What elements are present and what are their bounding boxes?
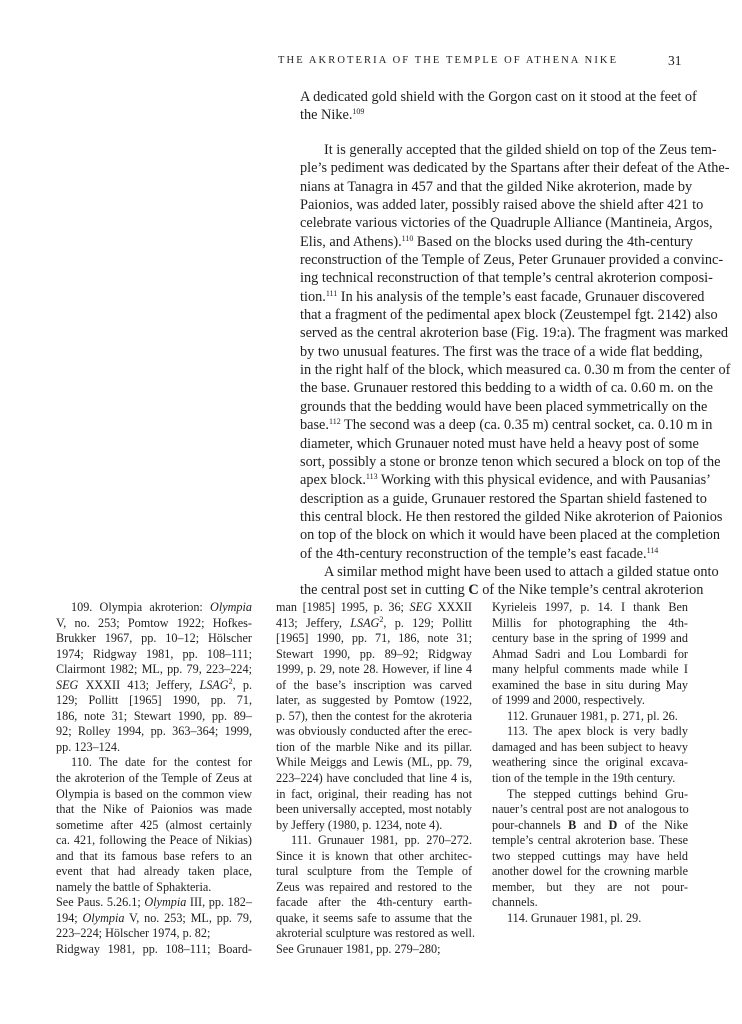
paragraph — [276, 141, 731, 563]
text-line: the base. Grunauer restored this bedding to a width of ca. 0.60 m. on the — [300, 380, 713, 397]
footnote-text: 413; Jeffery, — [276, 615, 351, 630]
text-span: Working with this physical evidence, and with Pausanias’ — [377, 472, 711, 489]
text-line: grounds that the bedding would have been placed symmetrically on the — [300, 398, 708, 415]
footnote-line: nauer’s central post are not analogous to — [492, 802, 689, 817]
footnote-line: Stewart 1990, pp. 89–92; Ridgway — [276, 646, 472, 661]
footnote-line: Olympia is based on the common view — [56, 786, 252, 801]
text-line: It is generally accepted that the gilded shield on top of the Zeus tem- — [324, 142, 717, 158]
footnote-line: 92; Rolley 1994, pp. 363–364; 1999, — [56, 724, 252, 739]
footnote-line: the akroterion of the Temple of Zeus at — [56, 771, 252, 786]
text-line — [276, 233, 693, 251]
text-line: sort, possibly a stone or bronze tenon which secured a block on top of the — [300, 453, 721, 470]
footnote-text: , p. 129; Pollitt — [383, 615, 472, 630]
footnote-text: SEG — [409, 600, 432, 614]
footnote-line: of the base’s inscription was carved — [276, 677, 472, 692]
text-span: Based on the blocks used during the 4th-century — [413, 233, 693, 250]
footnote-line: Clairmont 1982; ML, pp. 79, 223–224; — [56, 662, 252, 677]
running-head: THE AKROTERIA OF THE TEMPLE OF ATHENA NIKE — [278, 55, 619, 66]
footnote-text: B — [568, 817, 577, 832]
quote-line: A dedicated gold shield with the Gorgon cast on it stood at the feet of — [300, 89, 697, 105]
footnote-line: See Grunauer 1981, pp. 279–280; — [276, 942, 441, 957]
footnote-line — [56, 600, 252, 616]
text-line: that a fragment of the pedimental apex block (Zeustempel fgt. 2142) also — [300, 307, 718, 324]
text-line — [276, 416, 713, 434]
footnote-line: Since it is known that other architec- — [276, 848, 472, 863]
footnote-line: member, but they are not pour- — [492, 879, 688, 894]
footnote-110 — [56, 755, 252, 957]
footnote-line: tural sculpture from the Temple of — [276, 864, 472, 879]
footnote-line: been universally accepted, most notably — [276, 802, 472, 817]
footnote-line: century base in the spring of 1999 and — [492, 631, 688, 646]
footnote-line: quake, it seems safe to assume that the — [276, 910, 472, 925]
text-line: ple’s pediment was dedicated by the Spartans after their defeat of the Athe- — [300, 160, 730, 177]
cutting-label: C — [468, 582, 479, 599]
footnote-line: namely the battle of Sphakteria. — [56, 879, 212, 894]
footnote-line: that the Nike of Paionios was made — [56, 802, 252, 817]
footnote-text: XXXII 413; Jeffery, — [78, 677, 200, 692]
footnote-line: ca. 421, following the Peace of Nikias) — [56, 833, 252, 848]
footnote-text: LSAG — [350, 615, 380, 630]
text-line: diameter, which Grunauer noted must have held a heavy post of some — [300, 435, 699, 452]
text-span: the Nike. — [300, 107, 353, 124]
footnote-text: V, no. 253; ML, pp. 79, — [124, 910, 252, 925]
footnote-text: pour-channels — [492, 817, 569, 832]
footnote-line: While Meiggs and Lewis (ML, pp. 79, — [276, 755, 472, 770]
footnote-line: in fact, original, their reading has not — [276, 786, 472, 801]
footnote-line — [56, 895, 252, 911]
footnote-line: The stepped cuttings behind Gru- — [507, 786, 688, 801]
text-line: ing technical reconstruction of that temple’s central akroterion composi- — [300, 270, 713, 287]
block-quote — [300, 88, 697, 125]
footnote-line — [276, 600, 472, 616]
footnote-text: LSAG — [199, 677, 229, 692]
footnote-line: tion of the temple in the 19th century. — [492, 771, 676, 786]
footnote-line: damaged and has been subject to heavy — [492, 739, 688, 754]
footnote-line: V, no. 253; Pomtow 1922; Hofkes- — [56, 615, 252, 630]
footnote-line — [56, 911, 252, 927]
footnote-text: III, pp. 182– — [186, 895, 252, 910]
footnote-text: See Paus. 5.26.1; — [56, 895, 145, 910]
footnote-text: , p. — [232, 677, 253, 692]
footnote-ref: 112 — [328, 417, 341, 427]
footnote-111 — [276, 833, 475, 957]
footnote-line: was obviously conducted after the erec- — [276, 724, 472, 739]
footnote-line: 113. The apex block is very badly — [507, 724, 688, 739]
footnote-line: Ahmad Sadri and Lou Lombardi for — [492, 646, 688, 661]
text-line — [276, 288, 705, 306]
text-span: of the Nike temple’s central akroterion — [478, 582, 704, 599]
footnote-ref: 113 — [365, 472, 378, 482]
footnote-line: 110. The date for the contest for — [71, 755, 252, 770]
footnote-line: facade after the 4th-century earth- — [276, 895, 472, 910]
footnote-line — [276, 616, 472, 632]
footnote-line: examined the base in situ during May — [492, 677, 688, 692]
text-span: base. — [300, 417, 329, 434]
footnote-text: Olympia — [210, 600, 252, 614]
footnote-line — [56, 678, 252, 694]
footnote-ref: 109 — [352, 107, 365, 117]
footnote-line: later, as suggested by Pomtow (1922, — [276, 693, 472, 708]
footnote-text: man [1985] 1995, p. 36; — [276, 600, 410, 614]
footnote-text: 194; — [56, 910, 83, 925]
footnote-line: 111. Grunauer 1981, pp. 270–272. — [291, 833, 472, 848]
footnote-line — [492, 818, 688, 834]
footnote-line: 223–224) have concluded that line 4 is, — [276, 771, 472, 786]
footnote-line: 223–224; Hölscher 1974, p. 82; — [56, 926, 211, 941]
footnote-109 — [56, 600, 252, 755]
footnote-112 — [492, 709, 688, 725]
text-line — [276, 471, 711, 489]
text-span: the central post set in cutting — [300, 582, 469, 599]
footnote-line: 129; Pollitt [1965] 1990, pp. 71, — [56, 693, 252, 708]
footnote-text: 109. Olympia akroterion: — [71, 600, 211, 614]
footnotes-column-3 — [492, 600, 688, 926]
footnote-line: of 1999 and 2000, respectively. — [492, 693, 645, 708]
text-span: apex block. — [300, 472, 366, 489]
footnote-line: event that had already taken place, — [56, 864, 252, 879]
text-span: Elis, and Athens). — [300, 233, 402, 250]
footnote-line: Brukker 1967, pp. 10–12; Hölscher — [56, 631, 252, 646]
footnote-line: two stepped cuttings may have held — [492, 848, 688, 863]
text-span: of the 4th-century reconstruction of the temple’s east facade. — [300, 545, 647, 562]
footnote-line: p. 57), then the contest for the akroteria — [276, 708, 472, 723]
footnote-line: temple’s central akroterion base. These — [492, 833, 688, 848]
footnote-text: and — [576, 817, 609, 832]
footnote-line: Ridgway 1981, pp. 108–111; Board- — [56, 942, 252, 957]
page-number: 31 — [668, 53, 682, 68]
footnote-text: of the Nike — [617, 817, 688, 832]
footnote-line: tion of the marble Nike and its pillar. — [276, 739, 472, 754]
text-line: nians at Tanagra in 457 and that the gilded Nike akroterion, made by — [300, 178, 693, 195]
footnote-line: by Jeffery (1980, p. 1234, note 4). — [276, 817, 443, 832]
quote-line — [300, 106, 688, 124]
text-line: A similar method might have been used to attach a gilded statue onto — [324, 563, 719, 580]
text-line — [276, 545, 687, 563]
footnote-line: and that its famous base refers to an — [56, 848, 252, 863]
text-line: Paionios, was added later, possibly raised above the shield after 421 to — [300, 197, 704, 214]
footnote-ref: 114 — [646, 545, 659, 555]
footnotes-column-2 — [276, 600, 475, 958]
text-line — [276, 581, 704, 599]
text-line: reconstruction of the Temple of Zeus, Peter Grunauer provided a convinc- — [300, 252, 724, 269]
text-line: in the right half of the block, which measured ca. 0.30 m from the center of — [300, 362, 731, 379]
text-span: In his analysis of the temple’s east facade, Grunauer discovered — [337, 288, 705, 305]
footnote-line: many helpful comments made while I — [492, 662, 688, 677]
paragraph — [276, 563, 719, 600]
text-line: served as the central akroterion base (Fig. 19:a). The fragment was marked — [300, 325, 729, 342]
footnote-text: XXXII — [431, 600, 472, 614]
body-text — [276, 141, 731, 600]
footnote-text: 2 — [228, 676, 233, 686]
text-line: description as a guide, Grunauer restored the Spartan shield fastened to — [300, 490, 707, 507]
footnote-text: SEG — [56, 677, 79, 692]
footnote-line: 186, note 31; Stewart 1990, pp. 89– — [56, 708, 252, 723]
footnote-text: D — [608, 817, 618, 832]
footnote-text: Olympia — [144, 895, 187, 910]
footnote-line: [1965] 1990, pp. 71, 186, note 31; — [276, 631, 472, 646]
footnote-line: another dowel for the crowning marble — [492, 864, 688, 879]
text-span: The second was a deep (ca. 0.35 m) central socket, ca. 0.10 m in — [340, 417, 713, 434]
text-line: by two unusual features. The first was the trace of a wide flat bedding, — [300, 343, 703, 360]
text-line: this central block. He then restored the gilded Nike akroterion of Paionios — [300, 508, 723, 525]
footnote-ref: 111 — [325, 288, 338, 298]
text-line: celebrate various victories of the Quadruple Alliance (Mantineia, Argos, — [300, 215, 713, 232]
footnote-line: Millis for photographing the 4th- — [492, 615, 688, 630]
footnote-111-cont — [492, 600, 688, 709]
footnote-line: sometime after 425 (almost certainly — [56, 817, 252, 832]
footnote-line: 114. Grunauer 1981, pl. 29. — [507, 910, 642, 925]
footnote-110-cont — [276, 600, 472, 833]
footnote-text: Olympia — [82, 910, 125, 925]
footnote-114 — [492, 911, 688, 927]
footnote-line: Zeus was repaired and restored to the — [276, 879, 472, 894]
text-line: on top of the block on which it would have been placed at the completion — [300, 527, 721, 544]
footnote-line: 1999, p. 29, note 28. However, if line 4 — [276, 662, 472, 677]
footnote-line: 112. Grunauer 1981, p. 271, pl. 26. — [507, 708, 678, 723]
footnotes-column-1 — [56, 600, 252, 958]
footnote-line: 1974; Ridgway 1981, pp. 108–111; — [56, 646, 252, 661]
footnote-line: akroterial sculpture was restored as well. — [276, 926, 475, 941]
footnote-line: Kyrieleis 1997, p. 14. I thank Ben — [492, 600, 688, 614]
footnote-line: weathering since the original excava- — [492, 755, 688, 770]
footnote-line: channels. — [492, 895, 538, 910]
text-span: tion. — [300, 288, 326, 305]
footnote-line: pp. 123–124. — [56, 739, 120, 754]
footnote-ref: 110 — [401, 233, 414, 243]
footnote-113 — [492, 724, 688, 911]
footnote-text: 2 — [379, 614, 384, 624]
